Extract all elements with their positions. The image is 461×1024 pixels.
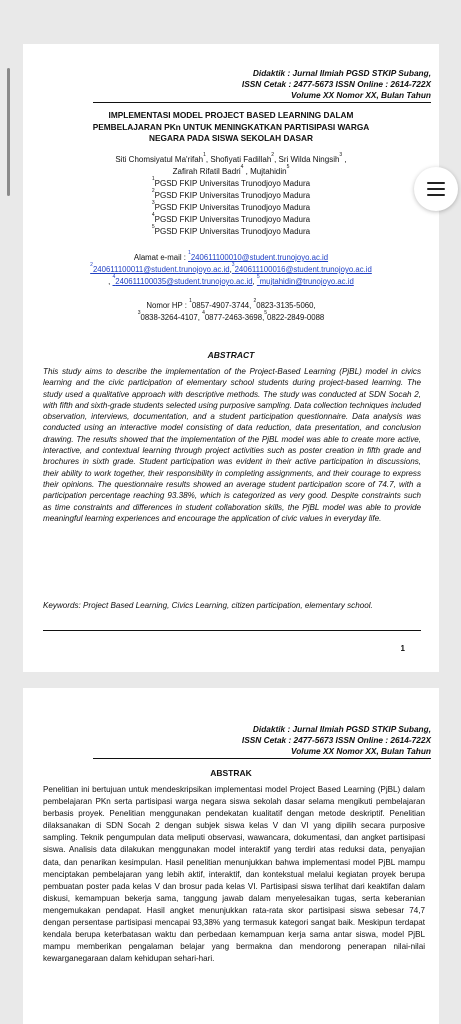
email-link-3[interactable]: $^3$240611100016@student.trunojoyo.ac.id [231,262,372,274]
email-link-5[interactable]: $^5$mujtahidin@trunojoyo.ac.id [256,274,354,286]
phone-number: 0822-2849-0088 [267,313,325,322]
author-name: Siti Chomsiyatul Ma'rifah [115,155,204,164]
email-label: Alamat e-mail : [133,253,189,262]
affiliation-line: $^3$PGSD FKIP Universitas Trunodjoyo Madura [151,200,311,212]
author-sup: 1 [203,152,206,158]
keywords: Keywords: Project Based Learning, Civics Learning, citizen participation, elementary school. [43,601,373,610]
author-name: , Mujtahidin [243,167,287,176]
affiliation-line: $^1$PGSD FKIP Universitas Trunodjoyo Madura [151,176,311,188]
abstrak-heading: ABSTRAK [210,768,252,778]
author-name: , Shofiyati Fadillah [205,155,272,164]
phone-block: Nomor HP : $^1$0857-4907-3744, $^2$0823-3135-5060, $^3$0838-3264-4107, $^4$0877-2463-3698,$^5$0822-2849-0088 [137,298,325,322]
hamburger-icon [427,182,445,196]
journal-issn: ISSN Cetak : 2477-5673 ISSN Online : 2614-722X [241,79,431,89]
phone-number: 0838-3264-4107, [140,313,203,322]
journal-name: Didaktik : Jurnal Ilmiah PGSD STKIP Subang, [252,724,431,734]
journal-volume: Volume XX Nomor XX, Bulan Tahun [291,90,431,100]
title-line: IMPLEMENTASI MODEL PROJECT BASED LEARNING DALAM [108,110,354,120]
author-name: , Sri Wilda Ningsih [274,155,340,164]
affiliation-line: $^5$PGSD FKIP Universitas Trunodjoyo Madura [151,224,311,236]
author-separator: , [342,155,347,164]
header-divider [93,102,431,103]
author-sup: 5 [286,164,290,170]
phone-number: 0823-3135-5060, [256,301,316,310]
journal-header [242,724,431,757]
author-sup: 2 [271,152,275,158]
title-line: NEGARA PADA SISWA SEKOLAH DASAR [149,133,313,143]
phone-number: 0857-4907-3744, [191,301,254,310]
affiliation-line: $^2$PGSD FKIP Universitas Trunodjoyo Madura [151,188,311,200]
abstract-divider [43,630,421,631]
menu-button[interactable] [414,167,458,211]
author-sup: 3 [339,152,343,158]
affiliation-list [23,178,439,238]
journal-name: Didaktik : Jurnal Ilmiah PGSD STKIP Subang, [252,68,431,78]
email-block: Alamat e-mail : $^1$240611100010@student.trunojoyo.ac.id $^2$240611100011@student.trunojoyo.ac.id,$^3$240611100016@student.trunojoyo.ac.id , $^4$240611100035@student.trunojoyo.ac.id, $^5$mujtahidin@trunojoyo.ac.id [90,250,372,286]
phone-number: 0877-2463-3698, [204,313,265,322]
scrollbar[interactable] [7,68,10,196]
abstract-text: This study aims to describe the implementation of the Project-Based Learning (PjBL) model in civics learning and the civic participation of elementary school students during project-based learning. The study used a qualitative approach with descriptive methods. The study was conducted at SDN Socah 2, with fifth and sixth-grade students selected using purposive sampling. Data collection techniques included observation, interviews, documentation, and a student participation questionnaire. Data analysis was conducted using an interactive model consisting of data reduction, data presentation, and conclusion drawing. The results showed that the implementation of the PjBL model was able to create more active, interactive, and contextual learning through project activities such as poster creation in fifth grade and brochures in sixth grade. Student participation was evident in their active participation in discussions, their ability to work together, their responsibility in completing assignments, and their courage to express their opinions. The questionnaire results showed an average student participation score of 74.7, with a participation percentage reaching 93.38%, which is categorized as very good. Despite constraints such as time constraints and differences in student collaboration skills, the PjBL model was able to provide meaningful learning experiences and encourage the application of civic values in everyday life. [43,367,421,523]
journal-volume: Volume XX Nomor XX, Bulan Tahun [291,746,431,756]
email-link-4[interactable]: $^4$240611100035@student.trunojoyo.ac.id [112,274,253,286]
phone-label: Nomor HP : [146,301,190,310]
paper-title [23,110,439,145]
author-name: Zafirah Rifatil Badri [172,167,241,176]
abstract-heading: ABSTRACT [207,350,255,360]
journal-header [242,68,431,101]
author-list [23,154,439,178]
page-number: 1 [400,644,405,653]
author-sup: 4 [240,164,244,170]
document-page-2 [23,688,439,1024]
abstrak-text: Penelitian ini bertujuan untuk mendeskripsikan implementasi model Project Based Learning (PjBL) dalam pembelajaran PKn serta partisipasi warga negara siswa sekolah dasar selama mengikuti pembelajaran berbasis proyek. Penelitian menggunakan pendekatan kualitatif dengan metode deskriptif. Penelitian dilaksanakan di SDN Socah 2 dengan subjek siswa kelas V dan VI yang dipilih secara purposive sampling. Teknik pengumpulan data meliputi observasi, wawancara, dokumentasi, dan angket partisipasi siswa. Analisis data dilakukan menggunakan model interaktif yang terdiri atas reduksi data, penyajian data, dan penarikan kesimpulan. Hasil penelitian menunjukkan bahwa implementasi model PjBL mampu menciptakan pembelajaran yang lebih aktif, interaktif, dan kontekstual melalui kegiatan proyek berupa pembuatan poster pada kelas V dan brosur pada kelas VI. Partisipasi siswa terlihat dari keaktifan dalam diskusi, kemampuan bekerja sama, tanggung jawab dalam menyelesaikan tugas, serta keberanian mengemukakan pendapat. Hasil angket menunjukkan rata-rata skor partisipasi siswa sebesar 74,7 dengan persentase partisipasi mencapai 93,38% yang termasuk kategori sangat baik. Meskipun terdapat kendala berupa keterbatasan waktu dan perbedaan kemampuan kerja sama antar siswa, model PjBL mampu memberikan pengalaman belajar yang bermakna dan mendorong penerapan nilai-nilai kewarganegaraan dalam kehidupan sehari-hari. [43,785,425,964]
title-line: PEMBELAJARAN PKn UNTUK MENINGKATKAN PARTISIPASI WARGA [92,121,370,132]
email-link-1[interactable]: $^1$240611100010@student.trunojoyo.ac.id [188,250,329,262]
header-divider [93,758,431,759]
document-page-1 [23,44,439,672]
affiliation-line: $^4$PGSD FKIP Universitas Trunodjoyo Madura [151,212,311,224]
email-link-2[interactable]: $^2$240611100011@student.trunojoyo.ac.id [90,262,230,274]
journal-issn: ISSN Cetak : 2477-5673 ISSN Online : 2614-722X [241,735,431,745]
